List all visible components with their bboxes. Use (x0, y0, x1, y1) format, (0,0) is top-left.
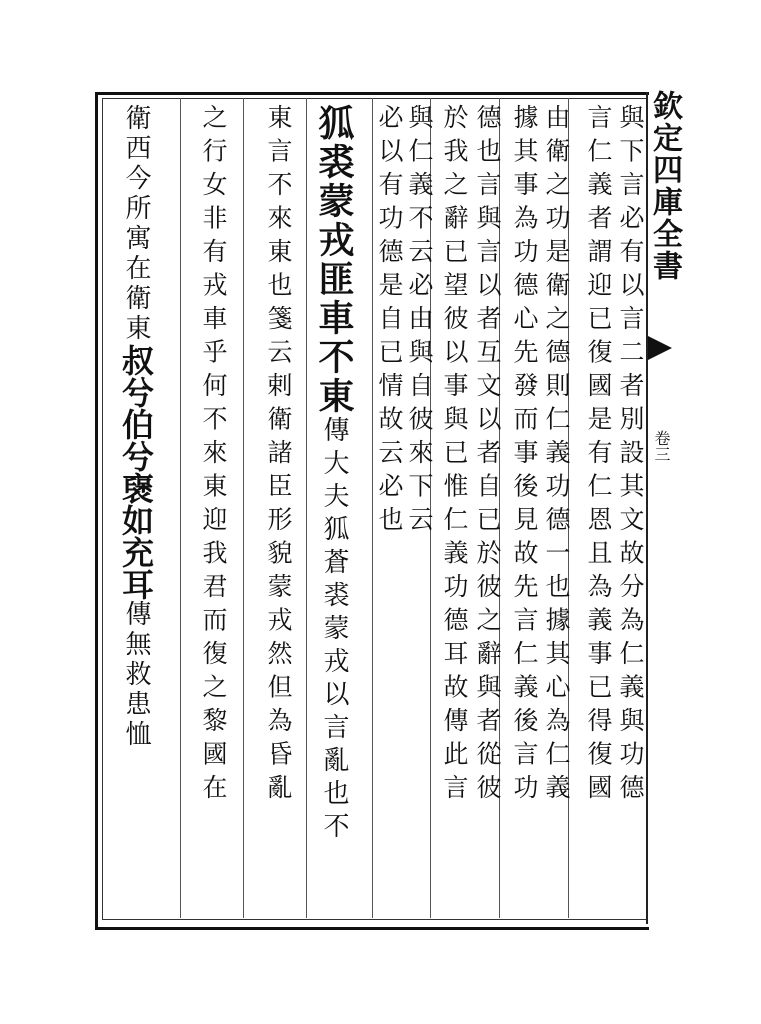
text-column-6: 於我之辭已望彼以事與已惟仁義功德耳故傳此言 (440, 104, 469, 808)
text-column-3: 由衛之功是衛之德則仁義功德一也據其心為仁義 (542, 104, 571, 808)
commentary-text: 傳大夫狐蒼裘蒙戎以言亂也不 (319, 416, 349, 845)
commentary-text: 傳無救患恤 (121, 600, 151, 750)
text-column-11: 之行女非有戎車乎何不來東迎我君而復之黎國在 (199, 104, 228, 808)
poem-verse: 狐裘蒙戎匪車不東 (313, 104, 355, 416)
text-column-4: 據其事為功德心先發而事後見故先言仁義後言功 (510, 104, 539, 808)
text-column-7: 與仁義不云必由與自彼來下云 (405, 104, 434, 540)
text-column-10: 東言不來東也箋云剌衛諸臣形貌蒙戎然但為昏亂 (264, 104, 293, 808)
book-title: 欽定四庫全書 (647, 90, 682, 282)
text-column-5: 德也言與言以者互文以者自已於彼之辭與者從彼 (473, 104, 502, 808)
volume-label: 卷三 (652, 430, 671, 462)
column-rule (243, 98, 244, 918)
column-rule (306, 98, 307, 918)
margin-header (647, 90, 682, 650)
text-column-8: 必以有功德是自已情故云必也 (375, 104, 404, 540)
text-column-9 (313, 104, 355, 916)
poem-verse: 叔兮伯兮襃如充耳 (117, 344, 155, 600)
column-rule (180, 98, 181, 918)
text-column-2: 言仁義者謂迎已復國是有仁恩且為義事已得復國 (584, 104, 613, 808)
commentary-text: 衛西今所寓在衛東 (121, 104, 151, 344)
text-column-1: 與下言必有以言二者別設其文故分為仁義與功德 (616, 104, 645, 808)
text-column-12 (117, 104, 155, 916)
